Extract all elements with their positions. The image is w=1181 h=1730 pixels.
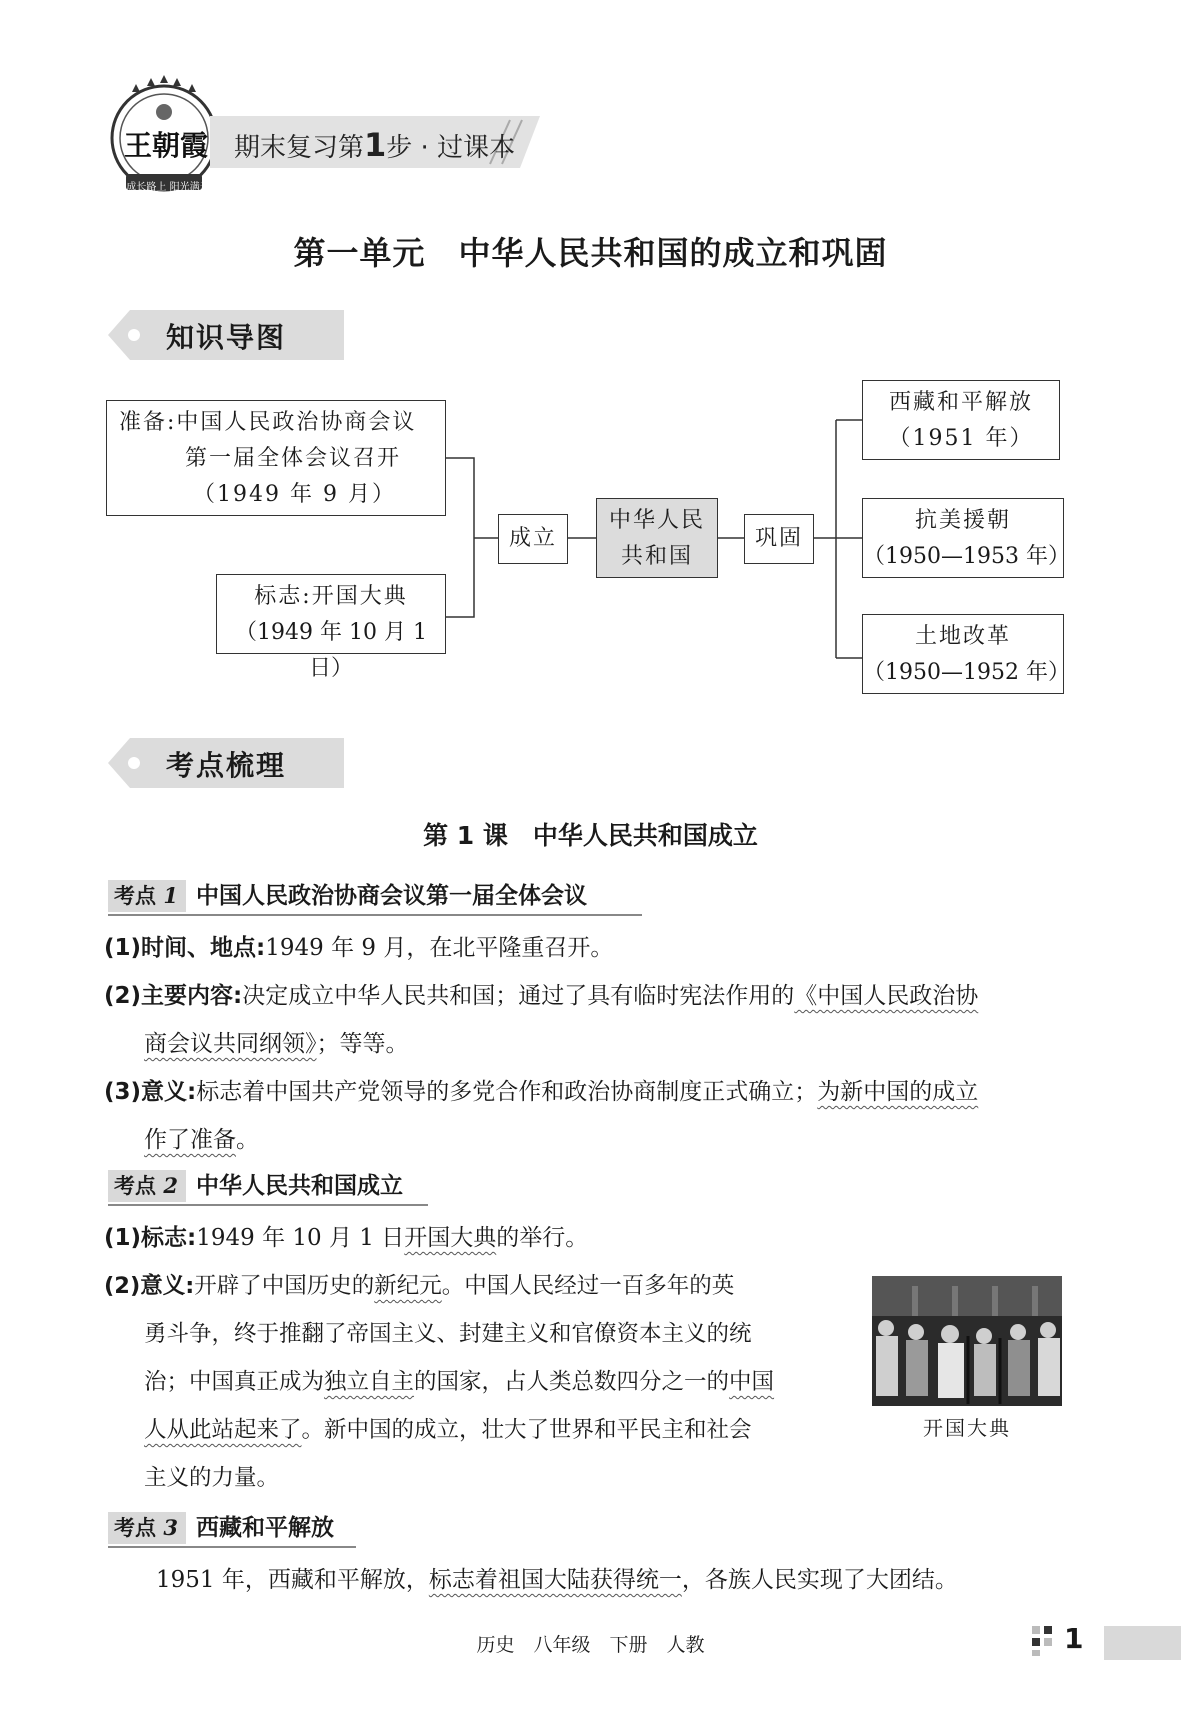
keypoint-2-tag [108, 1170, 186, 1202]
mindmap-tibet-box [862, 380, 1060, 460]
section-title-points: 考点梳理 [166, 749, 287, 782]
unit-title: 第一单元 中华人民共和国的成立和巩固 [293, 234, 888, 272]
kd3-text-a: 1951 年，西藏和平解放， [156, 1567, 429, 1593]
mindmap-korea-line2: （1950—1953 年） [863, 544, 1070, 569]
kd2-paragraph-2-line1 [104, 1262, 734, 1310]
kd3-text-b: 标志着祖国大陆获得统一 [428, 1567, 682, 1593]
keypoint-3-title: 西藏和平解放 [196, 1515, 334, 1541]
keypoint-3-tag-label: 考点 [114, 1516, 156, 1540]
keypoint-1-number: 1 [163, 883, 178, 908]
kd1-p2-text-d: ；等等。 [316, 1031, 409, 1057]
kd1-p2-text-a: 决定成立中华人民共和国；通过了具有临时宪法作用的 [242, 983, 795, 1009]
kd2-p2-text-c: 。中国人民经过一百多年的英 [441, 1273, 735, 1299]
kd2-p2-line3-c: 的国家，占人类总数四分之一的 [414, 1369, 730, 1395]
mindmap-land-box [862, 614, 1070, 694]
kd1-p3-text-c: 作了准备 [144, 1127, 236, 1153]
kd2-p1-text-b: 开国大典 [404, 1225, 497, 1251]
kd1-p3-text-a: 标志着中国共产党领导的多党合作和政治协商制度正式确立； [196, 1079, 818, 1105]
kd1-p3-text-b: 为新中国的成立 [817, 1079, 979, 1105]
kd2-paragraph-2-line4 [144, 1406, 752, 1454]
mindmap-center-box [596, 498, 718, 578]
brand-name: 王朝霞 [123, 129, 208, 162]
kd2-p2-line3-d: 中国 [729, 1369, 775, 1395]
mindmap-founding-box: 成立 [498, 514, 568, 564]
kd1-p3-text-d: 。 [236, 1127, 259, 1153]
keypoint-3-tag [108, 1512, 186, 1544]
mindmap-center-line2: 共和国 [620, 544, 693, 569]
kd2-p2-text-b: 新纪元 [374, 1273, 442, 1299]
kd2-p1-label: (1)标志: [104, 1225, 197, 1251]
mindmap-prep-line3: （1949 年 9 月） [193, 482, 396, 507]
page-number-bar [1104, 1626, 1181, 1660]
kd2-p2-line4-b: 。新中国的成立，壮大了世界和平民主和社会 [301, 1417, 752, 1443]
mindmap-prep-line1: 准备:中国人民政治协商会议 [119, 410, 417, 435]
kd3-paragraph [156, 1556, 958, 1604]
kd1-p1-text: 1949 年 9 月，在北平隆重召开。 [265, 935, 614, 961]
kd1-p3-label: (3)意义: [104, 1079, 197, 1105]
mindmap-tibet-line1: 西藏和平解放 [888, 390, 1033, 415]
keypoint-2-number: 2 [163, 1173, 178, 1198]
kd1-p2-label: (2)主要内容: [104, 983, 243, 1009]
mindmap-land-line2: （1950—1952 年） [863, 660, 1070, 685]
kd2-paragraph-1 [104, 1214, 588, 1262]
keypoint-1-tag [108, 880, 186, 912]
kd2-p2-label: (2)意义: [104, 1273, 195, 1299]
banner-step-number: 1 [364, 126, 387, 164]
kd1-paragraph-2-line2 [144, 1020, 409, 1068]
mindmap-mark-line2: （1949 年 10 月 1 日） [235, 620, 427, 681]
keypoint-3-header [108, 1512, 356, 1546]
founding-ceremony-photo [872, 1276, 1062, 1406]
kd1-paragraph-3-line2 [144, 1116, 259, 1164]
banner-pre: 期末复习第 [234, 133, 365, 163]
kd2-p2-line4-a: 人从此站起来了 [144, 1417, 302, 1443]
mindmap-korea-line1: 抗美援朝 [914, 508, 1011, 533]
kd2-paragraph-2-line3 [144, 1358, 774, 1406]
banner-post: 步 · 过课本 [386, 133, 516, 163]
kd1-paragraph-1 [104, 924, 613, 972]
mindmap-prep-line2: 第一届全体会议召开 [185, 446, 402, 471]
keypoint-1-header [108, 880, 642, 914]
keypoint-1-tag-label: 考点 [114, 884, 156, 908]
kd1-paragraph-3-line1 [104, 1068, 978, 1116]
kd2-p1-text-c: 的举行。 [496, 1225, 589, 1251]
keypoint-2-tag-label: 考点 [114, 1174, 156, 1198]
kd1-paragraph-2-line1 [104, 972, 978, 1020]
mindmap-prep-box [106, 400, 446, 516]
footer-info: 历史 八年级 下册 人教 [476, 1634, 705, 1656]
kd2-p1-text-a: 1949 年 10 月 1 日 [196, 1225, 405, 1251]
brand-slogan: 成长路上 阳光满天 [126, 182, 210, 193]
mindmap-mark-box [216, 574, 446, 681]
kd2-paragraph-2-line2: 勇斗争，终于推翻了帝国主义、封建主义和官僚资本主义的统 [144, 1321, 752, 1347]
mindmap-land-line1: 土地改革 [914, 624, 1011, 649]
keypoint-3-underline [108, 1546, 356, 1548]
kd2-p2-line3-a: 治；中国真正成为 [144, 1369, 325, 1395]
mindmap-mark-line1: 标志:开国大典 [254, 584, 408, 609]
mindmap-tibet-line2: （1951 年） [888, 426, 1034, 451]
kd2-paragraph-2-line5: 主义的力量。 [144, 1465, 280, 1491]
footer-decoration [1030, 1624, 1056, 1658]
page-number: 1 [1064, 1622, 1084, 1655]
keypoint-2-title: 中华人民共和国成立 [196, 1173, 403, 1199]
kd1-p1-label: (1)时间、地点: [104, 935, 266, 961]
photo-caption: 开国大典 [923, 1416, 1011, 1440]
lesson-title: 第 1 课 中华人民共和国成立 [423, 821, 758, 850]
kd1-p2-text-c: 商会议共同纲领》 [144, 1031, 317, 1057]
mindmap-consolidate-box: 巩固 [744, 514, 814, 564]
keypoint-3-number: 3 [163, 1515, 178, 1540]
kd3-text-c: ，各族人民实现了大团结。 [681, 1567, 958, 1593]
mindmap-connectors [0, 0, 1181, 720]
section-title-mindmap: 知识导图 [166, 321, 287, 354]
kd2-p2-text-a: 开辟了中国历史的 [194, 1273, 375, 1299]
keypoint-2-header [108, 1170, 428, 1204]
kd2-p2-line3-b: 独立自主 [324, 1369, 415, 1395]
keypoint-1-title: 中国人民政治协商会议第一届全体会议 [196, 883, 587, 909]
keypoint-2-underline [108, 1204, 428, 1206]
mindmap-center-line1: 中华人民 [608, 508, 705, 533]
kd1-p2-text-b: 《中国人民政治协 [794, 983, 979, 1009]
keypoint-1-underline [108, 914, 642, 916]
mindmap-korea-box [862, 498, 1070, 578]
